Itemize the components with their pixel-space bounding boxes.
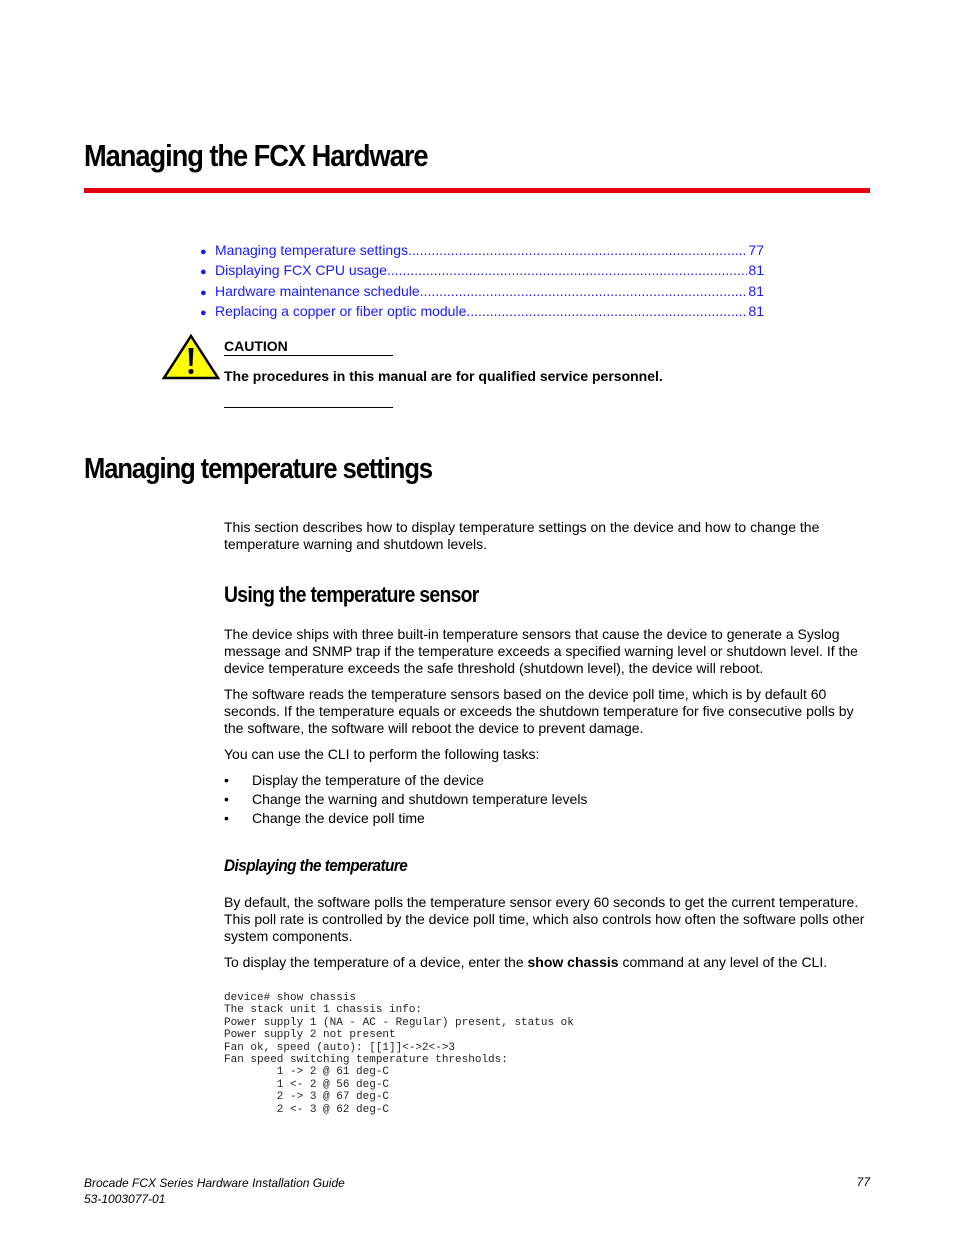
caution-text: The procedures in this manual are for qualified service personnel. (224, 368, 663, 384)
subsubsection-title: Displaying the temperature (224, 856, 408, 875)
mini-toc (200, 240, 764, 321)
toc-page[interactable]: 81 (748, 302, 764, 319)
list-item-text: Display the temperature of the device (252, 772, 484, 788)
toc-leader (466, 301, 747, 321)
toc-entry[interactable] (200, 301, 764, 321)
caution-rule-top (224, 355, 393, 356)
section-title: Managing temperature settings (84, 453, 432, 485)
chapter-title-rule (84, 188, 870, 193)
list-item (224, 790, 587, 809)
list-item-text: Change the warning and shutdown temperature levels (252, 791, 588, 807)
toc-bullet: ● (200, 286, 207, 299)
toc-bullet: ● (200, 306, 207, 319)
list-bullet: • (224, 810, 229, 826)
section-intro: This section describes how to display temperature settings on the device and how to change the temperature warning and shutdown levels. (224, 519, 820, 552)
paragraph-text: command at any level of the CLI. (618, 954, 828, 970)
footer-doc-number: 53-1003077-01 (84, 1192, 166, 1206)
list-item (224, 771, 587, 790)
list-item-text: Change the device poll time (252, 810, 425, 826)
toc-entry[interactable] (200, 281, 764, 301)
caution-label: CAUTION (224, 338, 288, 354)
subsection-title: Using the temperature sensor (224, 582, 479, 607)
toc-link[interactable]: Replacing a copper or fiber optic module (215, 302, 467, 319)
paragraph: By default, the software polls the temperature sensor every 60 seconds to get the current temperature. This poll rate is controlled by the device poll time, which also controls how often the software polls other system components. (224, 894, 865, 944)
warning-triangle-icon (162, 334, 220, 380)
paragraph: You can use the CLI to perform the following tasks: (224, 746, 540, 762)
toc-page[interactable]: 81 (748, 282, 764, 299)
toc-leader (387, 260, 747, 280)
toc-link[interactable]: Displaying FCX CPU usage (215, 262, 387, 279)
toc-leader (420, 281, 748, 301)
toc-bullet: ● (200, 246, 207, 258)
paragraph: The software reads the temperature sensors based on the device poll time, which is by default 60 seconds. If the temperature equals or exceeds the shutdown temperature for five consecutive polls by the software, the software will reboot the device to prevent damage. (224, 686, 854, 736)
paragraph (224, 954, 872, 971)
toc-leader (408, 240, 747, 260)
command-name: show chassis (527, 954, 619, 970)
list-bullet: • (224, 772, 229, 788)
toc-link[interactable]: Managing temperature settings (215, 242, 408, 258)
footer-doc-title: Brocade FCX Series Hardware Installation Guide (84, 1176, 345, 1190)
chapter-title: Managing the FCX Hardware (84, 138, 428, 173)
task-list (224, 771, 587, 828)
paragraph: The device ships with three built-in temperature sensors that cause the device to generate a Syslog message and SNMP trap if the temperature exceeds a specified warning level or shutdown level. If the device temperature exceeds the safe threshold (shutdown level), the device will reboot. (224, 626, 858, 676)
footer-page-number: 77 (856, 1175, 870, 1189)
cli-output: device# show chassis The stack unit 1 chassis info: Power supply 1 (NA - AC - Regular) present, status ok Power supply 2 not present Fan ok, speed (auto): [[1]]<->2<->3 Fan speed switching temperature thresholds: 1 -> 2 @ 61 deg-C 1 <- 2 @ 56 deg-C 2 -> 3 @ 67 deg-C 2 <- 3 @ 62 deg-C (224, 992, 574, 1116)
toc-link[interactable]: Hardware maintenance schedule (215, 282, 420, 299)
toc-page[interactable]: 81 (748, 262, 764, 279)
toc-page[interactable]: 77 (748, 242, 764, 258)
paragraph-text: To display the temperature of a device, enter the (224, 954, 528, 970)
toc-bullet: ● (200, 266, 207, 279)
list-item (224, 809, 587, 828)
footer (84, 1175, 345, 1207)
list-bullet: • (224, 791, 229, 807)
toc-entry[interactable] (200, 260, 764, 280)
toc-entry[interactable] (200, 240, 764, 260)
caution-rule-bottom (224, 407, 393, 408)
